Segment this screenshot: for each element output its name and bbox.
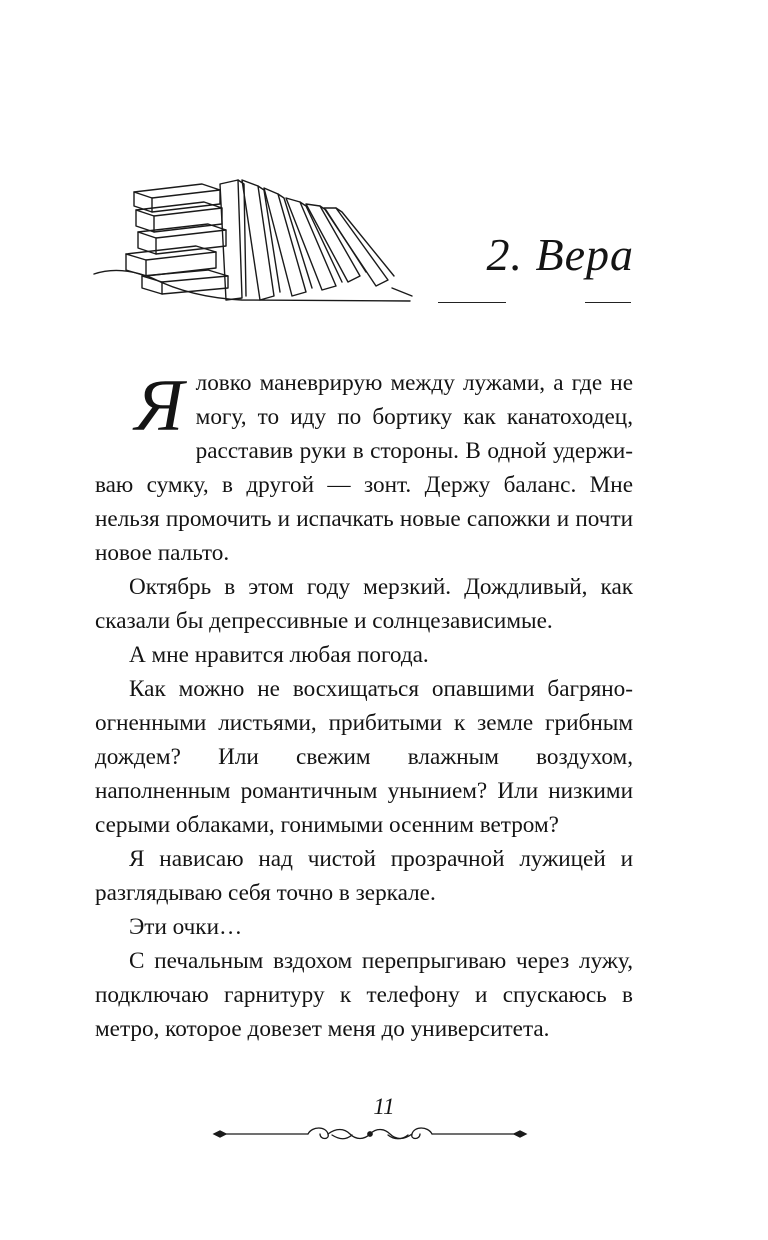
chapter-heading xyxy=(486,228,634,281)
paragraph-2: Октябрь в этом году мерзкий. Дождливый, как сказали бы депрессивные и солнцезависимые. xyxy=(95,574,633,634)
chapter-rule-right xyxy=(585,302,631,303)
book-stack-illustration-icon xyxy=(92,170,422,310)
drop-cap: Я xyxy=(135,365,184,447)
flourish-ornament-icon xyxy=(212,1122,528,1146)
chapter-rule-left xyxy=(438,302,506,303)
body-text xyxy=(95,366,633,1046)
paragraph-3: А мне нравится любая погода. xyxy=(129,642,429,668)
chapter-number: 2. xyxy=(486,229,523,280)
paragraph-1-text: ловко маневрирую между лужами, а где не могу, то иду по бортику как канатоходец, расставив руки в стороны. В одной удерживаю сумку, в другой — зонт. Держу баланс. Мне нельзя промочить и испачкать новые сапожки и почти новое пальто. xyxy=(95,370,633,566)
paragraph-6: Эти очки… xyxy=(129,914,243,940)
paragraph-7: С печальным вздохом перепрыгиваю через лужу, подключаю гарнитуру к телефону и спускаюсь в метро, которое довезет меня до университета. xyxy=(95,948,633,1042)
paragraph-4: Как можно не восхищаться опавшими багряно-огненными листьями, прибитыми к земле грибным дождем? Или свежим влажным воздухом, наполненным романтичным унынием? Или низкими серыми облаками, гонимыми осенним ветром? xyxy=(95,676,633,838)
paragraph-1 xyxy=(95,366,633,570)
paragraph-5: Я нависаю над чистой прозрачной лужицей и разглядываю себя точно в зеркале. xyxy=(95,846,633,906)
chapter-title: Вера xyxy=(535,229,634,280)
page-number: 11 xyxy=(373,1094,395,1119)
